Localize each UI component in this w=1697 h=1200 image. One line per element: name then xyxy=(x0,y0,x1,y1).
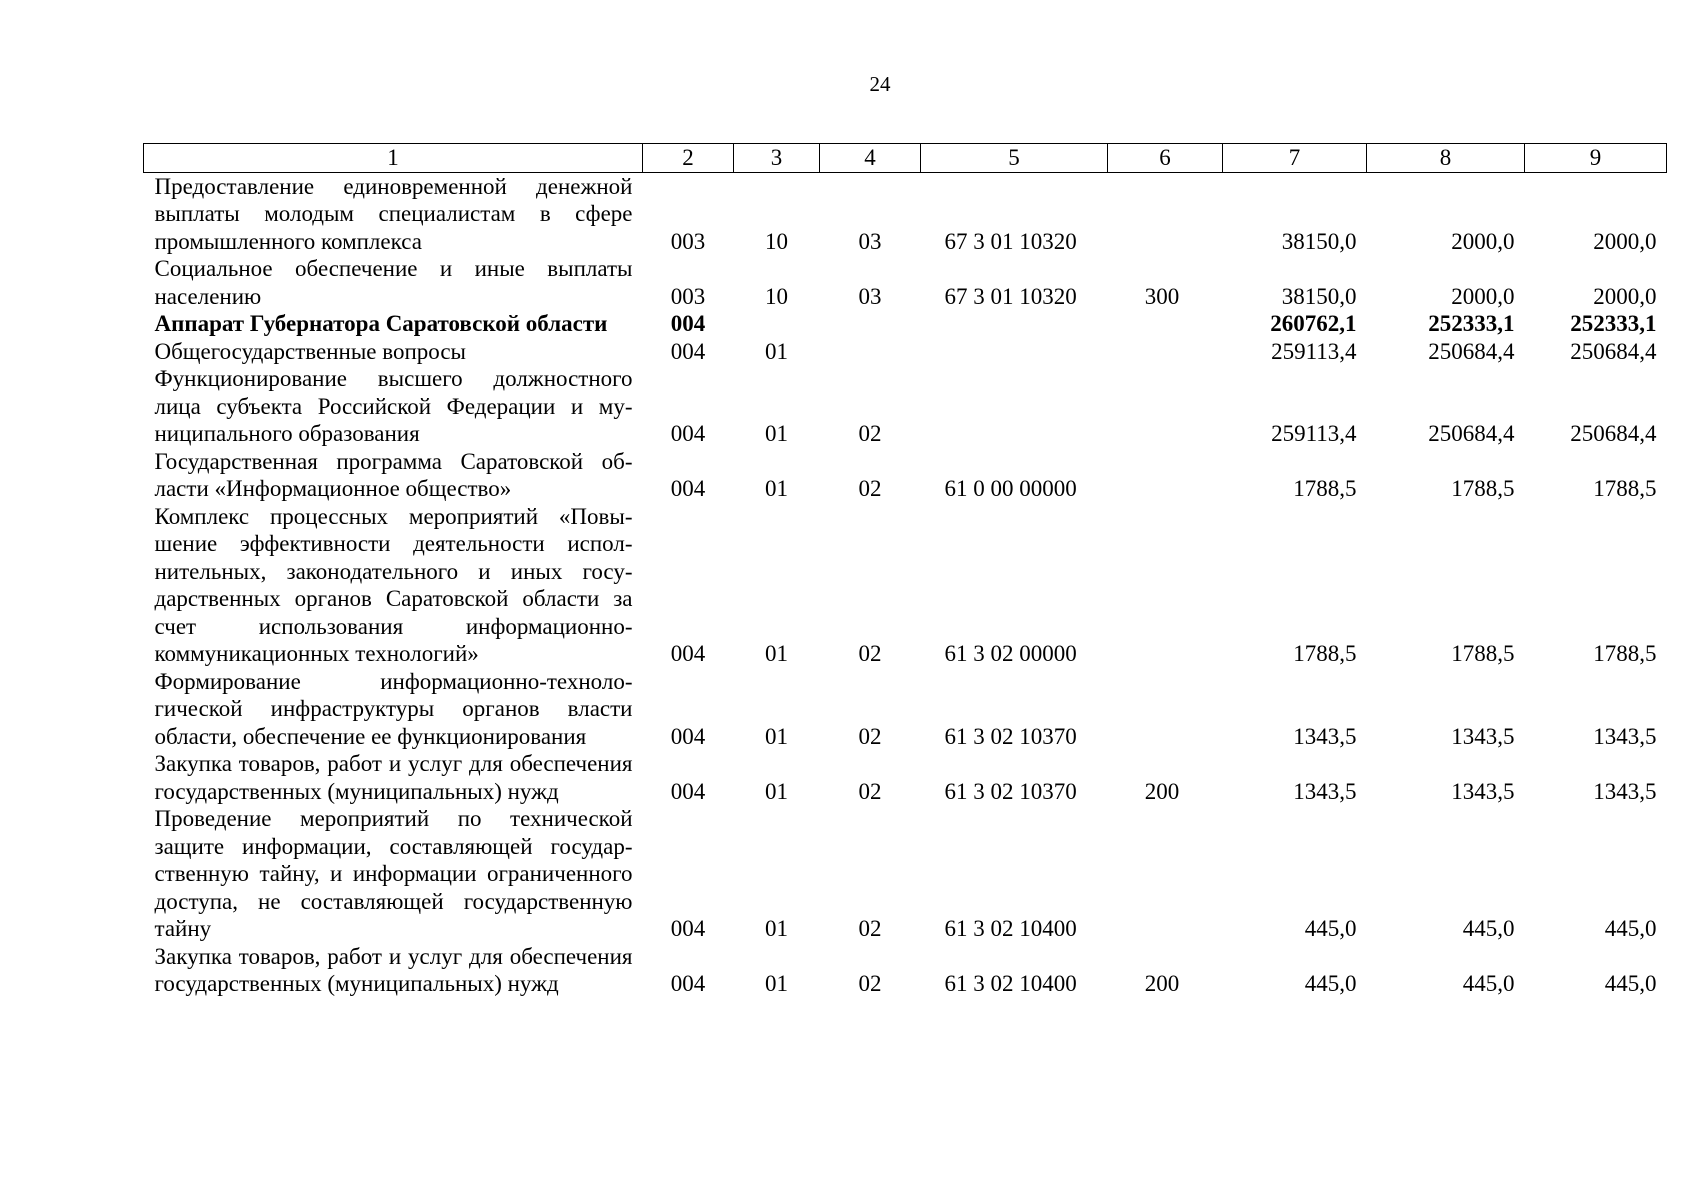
cell-target-article: 61 3 02 10400 xyxy=(944,916,1077,941)
cell-section: 01 xyxy=(765,971,788,996)
cell-ministry-code: 004 xyxy=(670,916,706,941)
cell-subsection: 02 xyxy=(858,723,882,749)
cell-amount-year-3: 1788,5 xyxy=(1593,476,1657,501)
cell-amount-year-3: 252333,1 xyxy=(1570,311,1657,336)
cell-amount-year-3: 2000,0 xyxy=(1593,283,1657,309)
cell-amount-year-3: 250684,4 xyxy=(1570,421,1657,446)
cell-amount-year-3: 1788,5 xyxy=(1593,641,1657,666)
cell-target-article: 61 3 02 10400 xyxy=(944,971,1077,996)
cell-section: 01 xyxy=(765,778,788,804)
table-row xyxy=(144,365,1667,448)
cell-expense-type xyxy=(1108,338,1223,366)
cell-subsection: 02 xyxy=(858,476,882,501)
cell-expense-type xyxy=(1108,448,1223,503)
cell-amount-year-2: 2000,0 xyxy=(1451,283,1515,309)
cell-ministry-code: 003 xyxy=(670,283,706,309)
cell-expense-type xyxy=(1108,805,1223,943)
cell-ministry-code: 004 xyxy=(670,778,706,804)
cell-subsection: 02 xyxy=(858,916,882,941)
cell-amount-year-1: 260762,1 xyxy=(1270,311,1357,336)
cell-ministry-code: 004 xyxy=(670,723,706,749)
table-row xyxy=(144,172,1667,255)
cell-amount-year-1: 1788,5 xyxy=(1293,641,1357,666)
cell-expense-type xyxy=(1108,310,1223,338)
cell-amount-year-1: 259113,4 xyxy=(1271,421,1357,446)
header-col-4: 4 xyxy=(820,144,921,173)
cell-description: Комплекс процессных мероприятий «Повышение эффективности деятельности исполнительных, законодательного и иных государственных органов Саратовской области за счет использования информационно-коммуникационных технологий» xyxy=(154,503,633,666)
cell-amount-year-2: 445,0 xyxy=(1462,971,1515,996)
cell-ministry-code: 004 xyxy=(670,338,706,364)
cell-description: Закупка товаров, работ и услуг для обеспечения государственных (муниципальных) нужд xyxy=(154,943,633,996)
cell-ministry-code: 003 xyxy=(670,228,706,254)
cell-description: Функционирование высшего должностного лица субъекта Российской Федерации и муниципального образования xyxy=(154,366,633,446)
cell-amount-year-1: 445,0 xyxy=(1304,916,1357,941)
cell-amount-year-2: 250684,4 xyxy=(1428,421,1515,446)
cell-description: Предоставление единовременной денежной выплаты молодым специалистам в сфере промышленного комплекса xyxy=(154,173,633,254)
cell-description: Общегосударственные вопросы xyxy=(154,338,466,364)
cell-amount-year-1: 1343,5 xyxy=(1293,778,1357,804)
cell-subsection xyxy=(820,338,921,366)
cell-section: 01 xyxy=(765,916,788,941)
cell-subsection xyxy=(820,310,921,338)
cell-target-article: 61 3 02 00000 xyxy=(944,641,1077,666)
cell-ministry-code: 004 xyxy=(670,971,706,996)
cell-ministry-code: 004 xyxy=(670,311,706,336)
cell-amount-year-3: 445,0 xyxy=(1604,916,1657,941)
cell-expense-type xyxy=(1108,365,1223,448)
table-row xyxy=(144,805,1667,943)
cell-subsection: 02 xyxy=(858,971,882,996)
cell-target-article xyxy=(921,310,1108,338)
cell-target-article: 67 3 01 10320 xyxy=(944,283,1077,309)
cell-description: Аппарат Губернатора Саратовской области xyxy=(154,311,608,336)
cell-amount-year-1: 1788,5 xyxy=(1293,476,1357,501)
cell-description: Проведение мероприятий по технической защите информации, составляющей государственную тайну, и информации ограниченного доступа, не составляющей государственную тайну xyxy=(154,806,633,941)
cell-expense-type: 300 xyxy=(1144,283,1180,309)
cell-ministry-code: 004 xyxy=(670,641,706,666)
cell-target-article: 61 0 00 00000 xyxy=(944,476,1077,501)
cell-description: Социальное обеспечение и иные выплаты населению xyxy=(154,256,633,309)
cell-section: 01 xyxy=(765,641,788,666)
cell-amount-year-2: 1343,5 xyxy=(1451,778,1515,804)
header-col-6: 6 xyxy=(1108,144,1223,173)
budget-table xyxy=(143,143,1667,998)
header-col-5: 5 xyxy=(921,144,1108,173)
cell-section: 01 xyxy=(765,476,788,501)
cell-amount-year-2: 2000,0 xyxy=(1451,228,1515,254)
cell-section xyxy=(734,310,820,338)
table-body xyxy=(144,172,1667,998)
header-col-8: 8 xyxy=(1367,144,1525,173)
cell-subsection: 02 xyxy=(858,641,882,666)
cell-target-article xyxy=(921,338,1108,366)
cell-amount-year-3: 445,0 xyxy=(1604,971,1657,996)
cell-amount-year-2: 252333,1 xyxy=(1428,311,1515,336)
cell-expense-type xyxy=(1108,503,1223,668)
table-row xyxy=(144,255,1667,310)
cell-amount-year-3: 2000,0 xyxy=(1593,228,1657,254)
cell-expense-type xyxy=(1108,172,1223,255)
table-row xyxy=(144,503,1667,668)
table-row xyxy=(144,448,1667,503)
cell-amount-year-3: 1343,5 xyxy=(1593,723,1657,749)
cell-section: 01 xyxy=(765,338,788,364)
cell-amount-year-2: 1788,5 xyxy=(1451,641,1515,666)
cell-subsection: 02 xyxy=(858,778,882,804)
cell-amount-year-2: 445,0 xyxy=(1462,916,1515,941)
cell-expense-type: 200 xyxy=(1144,971,1180,996)
cell-expense-type xyxy=(1108,668,1223,751)
cell-subsection: 02 xyxy=(858,421,882,446)
cell-amount-year-2: 1788,5 xyxy=(1451,476,1515,501)
cell-description: Закупка товаров, работ и услуг для обеспечения государственных (муниципальных) нужд xyxy=(154,751,633,804)
cell-amount-year-1: 259113,4 xyxy=(1271,338,1357,364)
cell-target-article: 61 3 02 10370 xyxy=(944,778,1077,804)
cell-amount-year-2: 250684,4 xyxy=(1428,338,1515,364)
header-col-7: 7 xyxy=(1223,144,1367,173)
header-col-9: 9 xyxy=(1525,144,1667,173)
table-row xyxy=(144,310,1667,338)
cell-amount-year-3: 1343,5 xyxy=(1593,778,1657,804)
header-col-3: 3 xyxy=(734,144,820,173)
header-col-2: 2 xyxy=(643,144,734,173)
cell-amount-year-3: 250684,4 xyxy=(1570,338,1657,364)
cell-target-article: 61 3 02 10370 xyxy=(944,723,1077,749)
cell-amount-year-2: 1343,5 xyxy=(1451,723,1515,749)
cell-amount-year-1: 1343,5 xyxy=(1293,723,1357,749)
cell-target-article xyxy=(921,365,1108,448)
cell-description: Государственная программа Саратовской области «Информационное общество» xyxy=(154,448,633,501)
table-row xyxy=(144,668,1667,751)
header-col-1: 1 xyxy=(144,144,643,173)
cell-subsection: 03 xyxy=(858,228,882,254)
cell-section: 01 xyxy=(765,421,788,446)
header-row xyxy=(144,144,1667,173)
cell-ministry-code: 004 xyxy=(670,476,706,501)
cell-section: 10 xyxy=(765,228,788,254)
cell-amount-year-1: 38150,0 xyxy=(1281,228,1357,254)
table-row xyxy=(144,750,1667,805)
cell-description: Формирование информационно-технологической инфраструктуры органов власти области, обеспечение ее функционирования xyxy=(154,668,633,749)
cell-section: 01 xyxy=(765,723,788,749)
table-row xyxy=(144,943,1667,998)
cell-subsection: 03 xyxy=(858,283,882,309)
page-number: 24 xyxy=(869,72,891,96)
cell-amount-year-1: 445,0 xyxy=(1304,971,1357,996)
table-row xyxy=(144,338,1667,366)
cell-target-article: 67 3 01 10320 xyxy=(944,228,1077,254)
cell-expense-type: 200 xyxy=(1144,778,1180,804)
cell-amount-year-1: 38150,0 xyxy=(1281,283,1357,309)
cell-ministry-code: 004 xyxy=(670,421,706,446)
cell-section: 10 xyxy=(765,283,788,309)
table-header xyxy=(144,144,1667,173)
